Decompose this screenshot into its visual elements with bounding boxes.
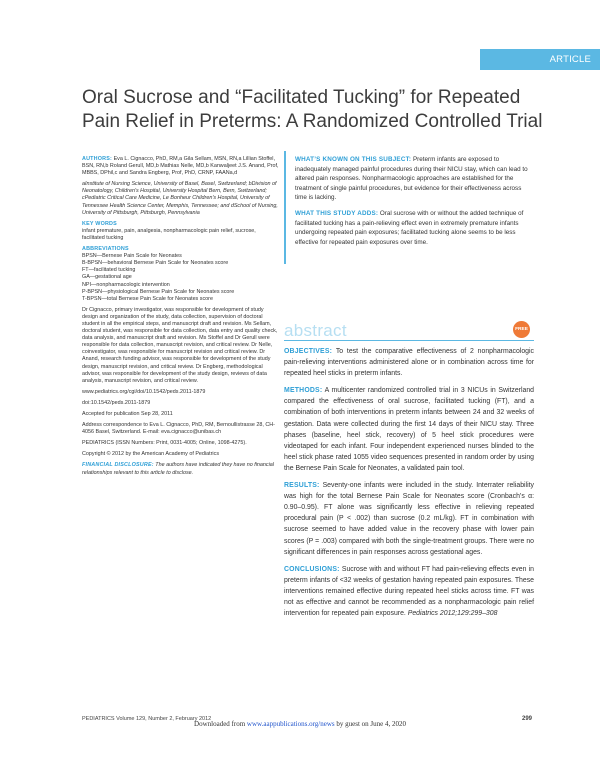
results-text: Seventy-one infants were included in the study. Interrater reliability was high for the total Bernese Pain Scale for Neonates score (Cronbach’s α: 0.90–0.95). FT alone was significantly less effective in relieving repeated procedural pain (P < .002) than sucrose (0.2 mL/kg). FT in combination with sucrose seemed to have added value in the recovery phase with lower pain scores (P = .003) compared with both the single-treatment groups. There were no significant differences in pain responses across gestational ages. <box>284 482 534 556</box>
download-banner <box>0 720 600 728</box>
known-text: Preterm infants are exposed to inadequately managed painful procedures during their NICU stay, which can lead to altered pain responses. Nonpharmacologic approaches are established for the treatment of single painful procedures, but evidence for their effectiveness across time is lacking. <box>295 156 528 202</box>
abstract-body <box>284 346 534 625</box>
abbreviation-item: NPI—nonpharmacologic intervention <box>82 281 170 288</box>
download-prefix: Downloaded from <box>194 720 246 728</box>
abbreviation-item: BPSN—Bernese Pain Scale for Neonates <box>82 253 182 260</box>
abbreviations-label: ABBREVIATIONS <box>82 246 129 253</box>
key-words <box>82 221 280 242</box>
abstract-conclusions <box>284 564 534 619</box>
abstract-results <box>284 480 534 558</box>
correspondence: Address correspondence to Eva L. Cignacco, PhD, RM, Bernoullistrasse 28, CH-4056 Basel, Switzerland. E-mail: eva.cignacco@unibas.ch <box>82 422 275 436</box>
left-column <box>82 156 280 481</box>
article-tab <box>480 49 600 70</box>
accepted-date: Accepted for publication Sep 28, 2011 <box>82 411 173 417</box>
summary-box-bar <box>284 151 286 264</box>
abstract-rule <box>284 340 534 341</box>
objectives-text: To test the comparative effectiveness of 2 nonpharmacologic pain-relieving interventions administered alone or in combination across time for repeated heel sticks in preterm infants. <box>284 348 534 378</box>
objectives-label: OBJECTIVES: <box>284 348 333 355</box>
abbreviation-item: P-BPSN—physiological Bernese Pain Scale for Neonates score <box>82 288 235 295</box>
abstract-objectives <box>284 346 534 379</box>
abbreviations <box>82 246 280 303</box>
conclusions-text: Sucrose with and without FT had pain-relieving effects even in preterm infants of <32 weeks of gestation having repeated pain exposures. These interventions remained effective during repeated heel sticks across time. FT was not as effective and cannot be recommended as a nonpharmacologic pain relief intervention for repeated pain exposure. <box>284 565 534 618</box>
adds-text: Oral sucrose with or without the added technique of facilitated tucking has a pain-relieving effect even in extremely premature infants undergoing repeated pain exposures; facilitated tucking alone seems to be less effective for repeated pain exposures over time. <box>295 209 524 246</box>
article-url[interactable]: www.pediatrics.org/cgi/doi/10.1542/peds.2011-1879 <box>82 388 206 395</box>
download-link[interactable]: www.aappublications.org/news <box>246 720 335 728</box>
abstract-methods <box>284 385 534 474</box>
author-contributions: Dr Cignacco, primary investigator, was responsible for development of study design and organization of the study, data collection, supervision of doctoral student in all the empirical steps, and manuscript draft and revision. Ms Sellam, doctoral student, was responsible for data collection, data entry and quality check, data analysis, and manuscript draft and revision. Ms Stoffel and Dr Gerull were responsible for data collection, manuscript revision, and critical review. Dr Nelle, coinvestigator, was responsible for manuscript revision and critical review. Dr Anand, research funding advisor, was responsible for development of the study design, manuscript revision, and critical review. Dr Engberg, methodological advisor, was responsible for development of the study design, reviews of data analysis, manuscript revision, and critical review. <box>82 306 278 384</box>
adds-section <box>295 209 533 247</box>
summary-box-text <box>295 155 533 253</box>
known-section <box>295 155 533 203</box>
authors <box>82 156 280 177</box>
abstract-heading: abstract <box>284 321 347 340</box>
journal-info: PEDIATRICS Volume 129, Number 2, February 2012 <box>82 716 212 722</box>
free-badge: FREE <box>513 321 530 338</box>
article-tab-label: ARTICLE <box>549 54 591 65</box>
disclosure-text: The authors have indicated they have no financial relationships relevant to this article to disclose. <box>82 462 274 476</box>
adds-label: WHAT THIS STUDY ADDS: <box>295 209 379 217</box>
summary-box <box>284 151 534 264</box>
article-title: Oral Sucrose and “Facilitated Tucking” for Repeated Pain Relief in Preterms: A Randomized Controlled Trial <box>82 87 543 132</box>
key-words-text: infant premature, pain, analgesia, nonpharmacologic pain relief, sucrose, facilitated tucking <box>82 227 256 241</box>
disclosure-label: FINANCIAL DISCLOSURE: <box>82 462 154 469</box>
issn: PEDIATRICS (ISSN Numbers: Print, 0031-4005; Online, 1098-4275). <box>82 440 247 447</box>
download-suffix: by guest on June 4, 2020 <box>336 720 406 728</box>
abbreviation-item: FT—facilitated tucking <box>82 267 136 274</box>
financial-disclosure <box>82 462 280 476</box>
authors-text: Eva L. Cignacco, PhD, RM,a Gila Sellam, MSN, RN,a Lillian Stoffel, BSN, RN,b Roland Gerull, MD,b Mathias Nelle, MD,b Kanwaljeet J.S. Anand, Prof, MBBS, DPhil,c and Sandra Engberg, Prof, PhD, CRNP, FAANa,d <box>82 156 279 177</box>
copyright: Copyright © 2012 by the American Academy of Pediatrics <box>82 451 220 458</box>
methods-text: A multicenter randomized controlled trial in 3 NICUs in Switzerland compared the effectiveness of oral sucrose, facilitated tucking (FT), and a combination of both interventions in preterm infants between 24 and 32 weeks of gestation. Data were collected during the first 14 days of their NICU stay. Three phases (baseline, heel stick, recovery) of 5 heel stick procedures were videotaped for each infant. Four independent experienced nurses blinded to the heel stick phase rated 1055 video sequences presented in random order by using the Bernese Pain Scale for Neonates, a validated pain tool. <box>284 387 534 472</box>
page-number: 299 <box>521 716 532 722</box>
authors-label: AUTHORS: <box>82 156 113 162</box>
conclusions-label: CONCLUSIONS: <box>284 565 340 573</box>
abbreviation-item: T-BPSN—total Bernese Pain Scale for Neonates score <box>82 295 213 302</box>
methods-label: METHODS: <box>284 387 323 395</box>
affiliations: aInstitute of Nursing Science, University of Basel, Basel, Switzerland; bDivision of Neonatology, Children's Hospital, University Hospital Bern, Bern, Switzerland; cPediatric Critical Care Medicine, Le Bonheur Children's Hospital, University of Tennessee Health Science Center, Memphis, Tennessee; and dSchool of Nursing, University of Pittsburgh, Pittsburgh, Pennsylvania <box>82 181 278 216</box>
article-doi: doi:10.1542/peds.2011-1879 <box>82 399 151 406</box>
results-label: RESULTS: <box>284 482 320 490</box>
abbreviation-item: GA—gestational age <box>82 274 132 281</box>
citation: Pediatrics 2012;129:299–308 <box>407 610 498 618</box>
abbreviation-item: B-BPSN—behavioral Bernese Pain Scale for Neonates score <box>82 260 229 267</box>
known-label: WHAT’S KNOWN ON THIS SUBJECT: <box>295 156 412 163</box>
key-words-label: KEY WORDS <box>82 220 117 227</box>
